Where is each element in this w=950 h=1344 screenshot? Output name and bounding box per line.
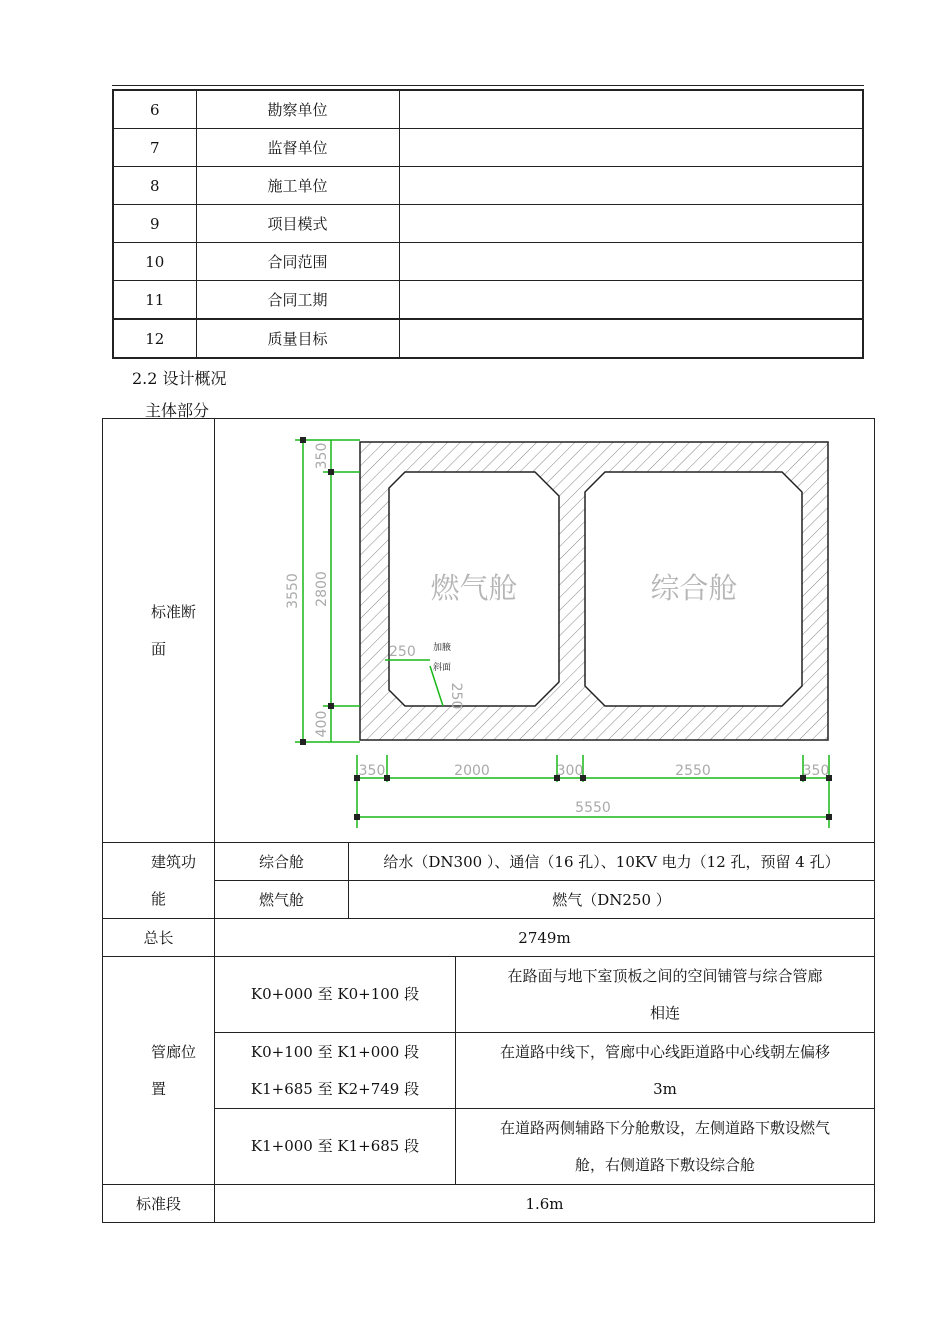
row-label: 施工单位 (196, 167, 399, 205)
dim-right-wall: 350 (802, 762, 830, 779)
row-number: 9 (113, 205, 196, 243)
utility-chamber-label: 综合舱 (650, 570, 738, 605)
dim-chamfer-h: 250 (389, 643, 416, 660)
row-label: 监督单位 (196, 129, 399, 167)
svg-text:加腋: 加腋 (433, 642, 452, 653)
row-value (399, 205, 863, 243)
std-section-label: 标准断 面 (103, 419, 215, 843)
row-label: 质量目标 (196, 319, 399, 358)
segment: K0+100 至 K1+000 段 K1+685 至 K2+749 段 (215, 1033, 456, 1109)
row-value (399, 319, 863, 358)
total-length-label: 总长 (103, 919, 215, 957)
dim-bottom: 400 (314, 710, 330, 737)
dim-total-height: 3550 (285, 572, 301, 609)
dim-top: 350 (314, 442, 330, 469)
section-drawing-cell (215, 419, 875, 843)
table-row (113, 129, 863, 167)
row-number: 11 (113, 281, 196, 320)
table-row (103, 843, 875, 881)
dim-chamfer-v: 250 (448, 682, 464, 709)
table-row (103, 1185, 875, 1223)
row-number: 7 (113, 129, 196, 167)
dim-left-wall: 350 (358, 762, 386, 779)
gas-chamber-label: 燃气舱 (430, 570, 518, 605)
row-value (399, 129, 863, 167)
standard-segment-value: 1.6m (215, 1185, 875, 1223)
function-content: 燃气（DN250 ） (349, 881, 875, 919)
table-row (113, 243, 863, 281)
table-row (113, 319, 863, 358)
row-number: 10 (113, 243, 196, 281)
position-desc: 在道路两侧辅路下分舱敷设，左侧道路下敷设燃气 舱，右侧道路下敷设综合舱 (456, 1109, 875, 1185)
row-label: 项目模式 (196, 205, 399, 243)
table-row (113, 167, 863, 205)
dim-mid: 2800 (314, 570, 330, 607)
table-row (113, 281, 863, 320)
row-number: 8 (113, 167, 196, 205)
dim-mid-wall: 300 (556, 762, 584, 779)
standard-segment-label: 标准段 (103, 1185, 215, 1223)
row-value (399, 243, 863, 281)
section-heading: 2.2 设计概况 (132, 369, 227, 388)
position-label: 管廊位 置 (103, 957, 215, 1185)
dim-left-room: 2000 (454, 762, 490, 779)
table-row (113, 90, 863, 129)
sub-heading: 主体部分 (145, 401, 210, 420)
table-row (103, 919, 875, 957)
dim-right-room: 2550 (675, 762, 711, 779)
row-value (399, 90, 863, 129)
function-content: 给水（DN300 ）、通信（16 孔）、10KV 电力（12 孔，预留 4 孔） (349, 843, 875, 881)
svg-text:斜面: 斜面 (433, 662, 452, 673)
function-name: 综合舱 (215, 843, 349, 881)
header-rule (112, 85, 864, 86)
design-overview-table (102, 418, 875, 1223)
function-name: 燃气舱 (215, 881, 349, 919)
row-label: 合同工期 (196, 281, 399, 320)
row-number: 12 (113, 319, 196, 358)
table-row (103, 957, 875, 1033)
table-row (103, 1109, 875, 1185)
row-number: 6 (113, 90, 196, 129)
segment: K0+000 至 K0+100 段 (215, 957, 456, 1033)
table-row (113, 205, 863, 243)
table-row (103, 1033, 875, 1109)
segment: K1+000 至 K1+685 段 (215, 1109, 456, 1185)
row-label: 勘察单位 (196, 90, 399, 129)
table-row (103, 881, 875, 919)
row-value (399, 167, 863, 205)
total-length-value: 2749m (215, 919, 875, 957)
position-desc: 在道路中线下，管廊中心线距道路中心线朝左偏移 3m (456, 1033, 875, 1109)
function-label: 建筑功 能 (103, 843, 215, 919)
dim-total-width: 5550 (575, 799, 611, 816)
row-label: 合同范围 (196, 243, 399, 281)
row-value (399, 281, 863, 320)
project-info-table (112, 89, 864, 359)
position-desc: 在路面与地下室顶板之间的空间铺管与综合管廊 相连 (456, 957, 875, 1033)
table-row (103, 419, 875, 843)
cross-section-drawing (215, 420, 873, 842)
